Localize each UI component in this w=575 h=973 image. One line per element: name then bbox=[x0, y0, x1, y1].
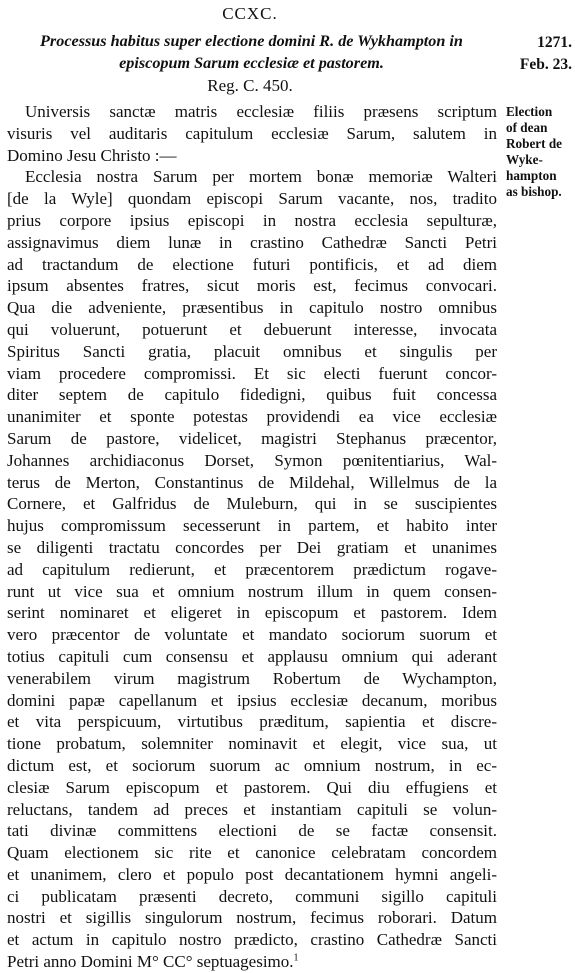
document-title bbox=[4, 30, 499, 74]
side-note-line: Robert de bbox=[506, 136, 563, 151]
margin-date bbox=[504, 32, 572, 76]
body-line: clesiæ Sarum episcopum et pastorem. Qui diu effugiens et bbox=[7, 777, 497, 797]
body-line: venerabilem virum magistrum Robertum de Wychampton, bbox=[7, 668, 497, 688]
body-line: et unanimem, clero et populo post decantationem hymni angeli- bbox=[7, 864, 497, 884]
footnote-marker: 1 bbox=[293, 952, 299, 964]
body-line: Quam electionem sic rite et canonice celebratam concordem bbox=[7, 843, 497, 863]
body-line: tati divinæ committens electioni de se factæ consensit. bbox=[7, 821, 497, 841]
side-note-line: Election bbox=[506, 104, 553, 119]
side-note-line: hampton bbox=[506, 168, 557, 183]
body-line: totius capituli cum consensu et applausu omnium qui aderant bbox=[7, 646, 497, 666]
body-line: et vita perspicuum, virtutibus præditum, sapientia et discre- bbox=[7, 712, 497, 732]
title-line: Processus habitus super electione domini R. de Wykhampton in bbox=[40, 32, 463, 50]
body-line: visuris vel auditaris capitulum ecclesiæ Sarum, salutem in bbox=[7, 123, 497, 143]
body-line: qui voluerunt, potuerunt et debuerunt interesse, invocata bbox=[7, 319, 497, 339]
body-line: terus de Merton, Constantinus de Mildehal, Willelmus de la bbox=[7, 472, 497, 492]
body-line: runt ut vice sua et omnium nostrum illum in quem consen- bbox=[7, 581, 497, 601]
final-body-line bbox=[7, 951, 497, 973]
body-line: ad capitulum redierunt, et præcentorem prædictum rogave- bbox=[7, 559, 497, 579]
side-note-line: as bishop. bbox=[506, 184, 562, 199]
side-note-line: Wyke- bbox=[506, 152, 543, 167]
body-line: domini papæ capellanum et ipsius ecclesiæ decanum, moribus bbox=[7, 690, 497, 710]
body-line: reluctans, tandem ad preces et instantiam capituli se volun- bbox=[7, 799, 497, 819]
body-line: ci publicatam præsenti decreto, communi sigillo capituli bbox=[7, 886, 497, 906]
body-line: ad tractandum de electione futuri pontificis, et ad diem bbox=[7, 254, 497, 274]
body-line: Universis sanctæ matris ecclesiæ filiis præsens scriptum bbox=[25, 102, 497, 121]
body-line: viam procedere compromissi. Et sic electi fuerunt concor- bbox=[7, 363, 497, 383]
date-year: 1271. bbox=[537, 34, 572, 51]
body-line: nostri et sigillis singulorum nostrum, fecimus roborari. Datum bbox=[7, 908, 497, 928]
body-line: ipsum absentes fratres, sicut moris est, fecimus convocari. bbox=[7, 276, 497, 296]
body-line: Johannes archidiaconus Dorset, Symon pœnitentiarius, Wal- bbox=[7, 450, 497, 470]
body-line: assignavimus diem lunæ in crastino Cathedræ Sancti Petri bbox=[7, 232, 497, 252]
body-line: Cornere, et Galfridus de Muleburn, qui in se suscipientes bbox=[7, 494, 497, 514]
body-line: Qua die adveniente, præsentibus in capitulo nostro omnibus bbox=[7, 298, 497, 318]
side-note bbox=[506, 104, 575, 200]
body-line: Spiritus Sancti gratia, placuit omnibus et singulis per bbox=[7, 341, 497, 361]
body-line: serint nominaret et eligeret in episcopum et pastorem. Idem bbox=[7, 603, 497, 623]
body-line: prius corpore ipsius episcopi in nostra ecclesia sepulturæ, bbox=[7, 210, 497, 230]
body-line: Ecclesia nostra Sarum per mortem bonæ memoriæ Walteri bbox=[25, 167, 497, 187]
body-line: unanimiter et sponte potestas providendi ea vice ecclesiæ bbox=[7, 407, 497, 427]
document-body bbox=[7, 101, 497, 973]
register-reference: Reg. C. 450. bbox=[207, 76, 293, 95]
body-line: vero præcentor de voluntate et mandato sociorum suorum et bbox=[7, 625, 497, 645]
body-line-text: Petri anno Domini M° CC° septuagesimo. bbox=[7, 952, 294, 972]
body-line: et actum in capitulo nostro prædicto, crastino Cathedræ Sancti bbox=[7, 930, 497, 950]
body-line: dictum est, et sociorum suorum ac omnium nostrum, in ec- bbox=[7, 755, 497, 775]
body-line: tione probatum, solemniter nominavit et elegit, vice sua, ut bbox=[7, 734, 497, 754]
title-line: episcopum Sarum ecclesiæ et pastorem. bbox=[119, 54, 384, 72]
charter-number-heading: CCXC. bbox=[222, 4, 278, 23]
body-line: se diligenti tractatu concordes per Dei gratiam et unanimes bbox=[7, 537, 497, 557]
body-line: Sarum de pastore, videlicet, magistri Stephanus præcentor, bbox=[7, 428, 497, 448]
date-day: Feb. 23. bbox=[519, 56, 572, 73]
body-line: [de la Wyle] quondam episcopi Sarum vacante, nos, tradito bbox=[7, 189, 497, 209]
body-line: Domino Jesu Christo :— bbox=[7, 145, 177, 165]
body-line: diter septem de capitulo fidedigni, quibus fuit concessa bbox=[7, 385, 497, 405]
body-line: hujus compromissum secesserunt in partem, et habito inter bbox=[7, 516, 497, 536]
side-note-line: of dean bbox=[506, 120, 548, 135]
